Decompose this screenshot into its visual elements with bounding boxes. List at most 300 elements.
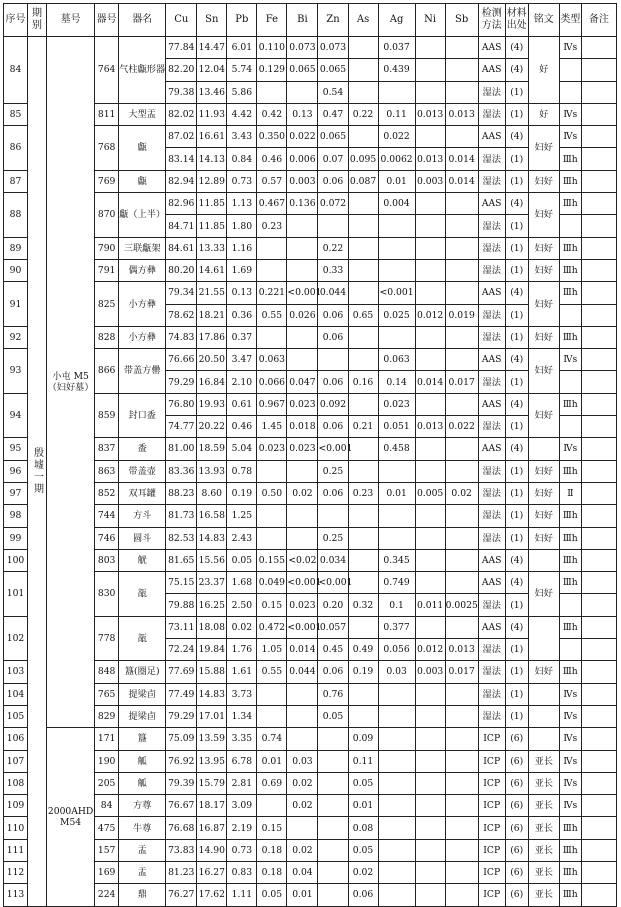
table-cell: 妇好 (528, 505, 559, 527)
table-cell (318, 215, 348, 237)
table-cell: 825 (95, 282, 119, 327)
table-cell: Ⅳs (559, 349, 581, 371)
table-cell (257, 683, 287, 705)
table-cell: (1) (505, 705, 528, 727)
table-cell: 111 (4, 839, 28, 861)
table-cell: 107 (4, 750, 28, 772)
table-cell (287, 683, 318, 705)
table-cell: 14.83 (197, 683, 227, 705)
table-cell: 甗 (119, 126, 166, 171)
table-cell: 2.10 (227, 371, 257, 393)
table-cell: 15.88 (197, 661, 227, 683)
table-body (4, 37, 617, 907)
table-cell: 12.89 (197, 170, 227, 192)
table-cell: 0.06 (318, 326, 348, 348)
header-cell: 检测方法 (478, 4, 505, 37)
table-cell: 0.55 (257, 304, 287, 326)
table-cell: 湿法 (478, 237, 505, 259)
table-cell: (1) (505, 103, 528, 125)
table-cell: 0.78 (227, 460, 257, 482)
table-cell: 16.87 (197, 817, 227, 839)
table-cell: 837 (95, 438, 119, 460)
table-cell: 带盖壶 (119, 460, 166, 482)
table-cell: 113 (4, 884, 28, 906)
header-row (4, 4, 617, 37)
table-cell: Ⅳs (559, 126, 581, 148)
table-cell (445, 817, 478, 839)
table-cell: 1.61 (227, 661, 257, 683)
table-cell (415, 59, 445, 81)
table-cell (415, 215, 445, 237)
table-cell: 75.15 (166, 572, 197, 594)
table-cell: 2.81 (227, 772, 257, 794)
table-cell: 0.06 (318, 304, 348, 326)
table-row (4, 259, 617, 281)
table-cell (318, 505, 348, 527)
table-cell (318, 349, 348, 371)
table-cell (581, 170, 616, 192)
table-cell: Ⅲh (559, 170, 581, 192)
table-cell: <0.001 (287, 282, 318, 304)
table-cell (348, 37, 378, 59)
table-cell: 0.013 (415, 103, 445, 125)
table-cell: 湿法 (478, 482, 505, 504)
table-cell: 0.01 (378, 170, 415, 192)
table-cell (318, 750, 348, 772)
table-cell: 0.03 (287, 750, 318, 772)
table-cell: Ⅳs (559, 438, 581, 460)
table-cell: 75.09 (166, 728, 197, 750)
table-cell: 0.023 (287, 438, 318, 460)
table-cell (581, 817, 616, 839)
table-cell (318, 884, 348, 906)
table-cell: Ⅲh (559, 237, 581, 259)
table-cell: 湿法 (478, 170, 505, 192)
table-cell: 0.05 (348, 772, 378, 794)
table-cell: 17.62 (197, 884, 227, 906)
table-cell (445, 237, 478, 259)
table-cell (318, 795, 348, 817)
table-cell: 0.06 (318, 661, 348, 683)
table-cell: Ⅳs (559, 750, 581, 772)
table-cell: 亚长 (528, 839, 559, 861)
table-cell: 5.86 (227, 81, 257, 103)
table-cell: 妇好 (528, 326, 559, 348)
table-cell: 0.073 (287, 37, 318, 59)
table-cell: 0.044 (318, 282, 348, 304)
table-cell: (6) (505, 839, 528, 861)
table-cell: 0.013 (415, 416, 445, 438)
table-cell: 0.047 (287, 371, 318, 393)
table-cell: ICP (478, 817, 505, 839)
table-cell: 95 (4, 438, 28, 460)
table-cell (348, 572, 378, 594)
table-cell (415, 393, 445, 415)
table-cell: Ⅲh (559, 817, 581, 839)
table-cell: <0.001 (378, 282, 415, 304)
table-cell: 3.73 (227, 683, 257, 705)
table-cell: 小方彝 (119, 326, 166, 348)
header-cell: 器名 (119, 4, 166, 37)
table-cell: Ⅱ (559, 482, 581, 504)
table-cell: 盂 (119, 839, 166, 861)
table-cell: 81.65 (166, 549, 197, 571)
table-cell: 18.21 (197, 304, 227, 326)
table-cell (581, 460, 616, 482)
table-cell (581, 861, 616, 883)
table-cell: 0.012 (415, 304, 445, 326)
table-cell: <0.02 (287, 549, 318, 571)
table-cell (415, 795, 445, 817)
table-cell: AAS (478, 549, 505, 571)
header-cell: 器号 (95, 4, 119, 37)
table-cell: Ⅲh (559, 193, 581, 215)
table-cell: 0.69 (257, 772, 287, 794)
table-cell: 5.74 (227, 59, 257, 81)
table-cell (378, 683, 415, 705)
table-cell: AAS (478, 37, 505, 59)
table-row (4, 482, 617, 504)
table-row (4, 683, 617, 705)
table-cell: 13.59 (197, 728, 227, 750)
table-cell: 76.68 (166, 817, 197, 839)
table-cell: 湿法 (478, 661, 505, 683)
table-cell: 171 (95, 728, 119, 750)
table-cell: 0.21 (348, 416, 378, 438)
table-cell (581, 193, 616, 215)
table-row (4, 126, 617, 148)
table-cell: 848 (95, 661, 119, 683)
table-cell: 0.83 (227, 861, 257, 883)
table-cell: (1) (505, 215, 528, 237)
table-cell: 0.32 (348, 594, 378, 616)
table-cell (348, 549, 378, 571)
table-cell (287, 705, 318, 727)
table-row (4, 549, 617, 571)
table-cell: (6) (505, 884, 528, 906)
table-cell: 0.439 (378, 59, 415, 81)
table-cell: 0.095 (348, 148, 378, 170)
table-cell: (4) (505, 572, 528, 594)
table-cell: 803 (95, 549, 119, 571)
table-cell: (1) (505, 304, 528, 326)
table-row (4, 839, 617, 861)
table-cell: 0.61 (227, 393, 257, 415)
table-cell: 828 (95, 326, 119, 348)
table-cell: 0.02 (287, 772, 318, 794)
table-cell: 妇好 (528, 282, 559, 327)
table-cell: 112 (4, 861, 28, 883)
table-cell: 0.155 (257, 549, 287, 571)
table-cell: 0.377 (378, 616, 415, 638)
table-cell: 76.27 (166, 884, 197, 906)
table-cell: 湿法 (478, 505, 505, 527)
table-cell (445, 549, 478, 571)
table-cell: 1.76 (227, 639, 257, 661)
table-cell: (4) (505, 349, 528, 371)
table-cell (528, 438, 559, 460)
table-cell (445, 527, 478, 549)
table-cell (581, 616, 616, 638)
table-cell: Ⅲh (559, 527, 581, 549)
table-cell: 0.74 (257, 728, 287, 750)
table-cell (415, 705, 445, 727)
table-cell (581, 772, 616, 794)
table-cell: 0.45 (318, 639, 348, 661)
table-cell: 湿法 (478, 416, 505, 438)
table-cell: 73.11 (166, 616, 197, 638)
table-cell: 0.017 (445, 661, 478, 683)
table-cell: 744 (95, 505, 119, 527)
table-cell: (4) (505, 59, 528, 81)
header-cell: 类型 (559, 4, 581, 37)
table-cell: 18.08 (197, 616, 227, 638)
table-cell: 0.13 (227, 282, 257, 304)
table-cell: 92 (4, 326, 28, 348)
table-cell: 0.014 (445, 148, 478, 170)
table-cell: 妇好 (528, 460, 559, 482)
table-cell (287, 215, 318, 237)
table-cell: 109 (4, 795, 28, 817)
table-cell: 妇好 (528, 572, 559, 617)
table-cell: 0.02 (227, 616, 257, 638)
table-cell: 0.08 (348, 817, 378, 839)
table-cell (445, 59, 478, 81)
table-cell: Ⅲh (559, 393, 581, 415)
table-cell: 0.072 (318, 193, 348, 215)
table-cell (581, 705, 616, 727)
table-cell (415, 549, 445, 571)
table-cell (415, 839, 445, 861)
table-cell (415, 460, 445, 482)
table-cell (581, 661, 616, 683)
table-cell (287, 460, 318, 482)
table-cell: 提梁卣 (119, 705, 166, 727)
table-cell (445, 326, 478, 348)
table-cell: 82.53 (166, 527, 197, 549)
table-cell (581, 639, 616, 661)
table-cell: Ⅲh (559, 326, 581, 348)
table-cell (559, 371, 581, 393)
table-cell: 103 (4, 661, 28, 683)
table-cell (445, 259, 478, 281)
table-cell: 19.93 (197, 393, 227, 415)
table-cell: 0.013 (445, 639, 478, 661)
table-cell (287, 817, 318, 839)
table-cell: 72.24 (166, 639, 197, 661)
table-cell: (1) (505, 81, 528, 103)
table-cell (415, 572, 445, 594)
table-cell (318, 861, 348, 883)
table-cell (445, 750, 478, 772)
table-cell: 8.60 (197, 482, 227, 504)
table-row (4, 750, 617, 772)
table-cell: 76.67 (166, 795, 197, 817)
table-cell: 0.46 (227, 416, 257, 438)
table-cell: ICP (478, 750, 505, 772)
table-cell (445, 505, 478, 527)
table-cell: 205 (95, 772, 119, 794)
table-cell: ICP (478, 772, 505, 794)
table-cell: 大型盂 (119, 103, 166, 125)
table-cell (378, 81, 415, 103)
table-cell: 0.073 (318, 37, 348, 59)
table-cell: 湿法 (478, 215, 505, 237)
table-cell (559, 81, 581, 103)
table-cell (415, 772, 445, 794)
table-cell: (4) (505, 37, 528, 59)
table-cell: 0.967 (257, 393, 287, 415)
table-cell: 0.026 (287, 304, 318, 326)
table-cell: 17.86 (197, 326, 227, 348)
table-cell: 湿法 (478, 594, 505, 616)
table-cell: 863 (95, 460, 119, 482)
table-cell (257, 527, 287, 549)
table-cell: 妇好 (528, 193, 559, 238)
table-cell: 85 (4, 103, 28, 125)
table-cell: 19.84 (197, 639, 227, 661)
table-cell: 封口盉 (119, 393, 166, 438)
table-cell: (1) (505, 594, 528, 616)
header-cell: 铭文 (528, 4, 559, 37)
header-cell: 期别 (28, 4, 47, 37)
table-cell: 3.47 (227, 349, 257, 371)
header-cell: Cu (166, 4, 197, 37)
table-cell (348, 282, 378, 304)
table-cell (415, 349, 445, 371)
table-cell (581, 482, 616, 504)
table-cell: (1) (505, 661, 528, 683)
table-cell (581, 750, 616, 772)
table-cell (415, 282, 445, 304)
table-cell: 2.50 (227, 594, 257, 616)
table-cell: 圆斗 (119, 527, 166, 549)
table-cell: 102 (4, 616, 28, 661)
table-cell: 13.33 (197, 237, 227, 259)
table-cell: 湿法 (478, 371, 505, 393)
table-cell (445, 438, 478, 460)
table-cell (415, 683, 445, 705)
table-cell: Ⅳs (559, 683, 581, 705)
table-cell: 妇好 (528, 482, 559, 504)
table-cell (581, 683, 616, 705)
table-cell: 0.022 (445, 416, 478, 438)
table-cell: 0.005 (415, 482, 445, 504)
table-cell: 13.95 (197, 750, 227, 772)
table-cell: 190 (95, 750, 119, 772)
table-cell (528, 616, 559, 661)
table-cell (445, 839, 478, 861)
table-cell: (1) (505, 326, 528, 348)
table-cell: 湿法 (478, 259, 505, 281)
table-cell: 亚长 (528, 795, 559, 817)
table-cell (257, 795, 287, 817)
table-row (4, 326, 617, 348)
table-cell: 1.34 (227, 705, 257, 727)
table-cell: 0.065 (287, 59, 318, 81)
table-row (4, 884, 617, 906)
header-cell: Ni (415, 4, 445, 37)
table-cell: 74.83 (166, 326, 197, 348)
table-cell: (4) (505, 126, 528, 148)
table-cell: 81.23 (166, 861, 197, 883)
table-cell: 14.47 (197, 37, 227, 59)
table-cell: 1.69 (227, 259, 257, 281)
table-cell: 11.85 (197, 193, 227, 215)
table-cell (581, 839, 616, 861)
table-cell: AAS (478, 282, 505, 304)
table-cell (378, 326, 415, 348)
table-cell: 牛尊 (119, 817, 166, 839)
table-cell: 0.13 (287, 103, 318, 125)
table-cell: 0.49 (348, 639, 378, 661)
table-cell (581, 371, 616, 393)
table-cell: 0.049 (257, 572, 287, 594)
table-cell: 0.037 (378, 37, 415, 59)
header-cell: Sn (197, 4, 227, 37)
table-cell: 0.47 (318, 103, 348, 125)
table-cell (581, 59, 616, 81)
table-cell: 100 (4, 549, 28, 571)
table-cell: 0.012 (415, 639, 445, 661)
table-cell: 簋(圈足) (119, 661, 166, 683)
table-cell: 0.05 (227, 549, 257, 571)
table-cell: 76.80 (166, 393, 197, 415)
table-cell (287, 237, 318, 259)
table-cell (378, 839, 415, 861)
table-cell: 77.69 (166, 661, 197, 683)
table-cell: 小屯 M5（妇好墓） (47, 37, 95, 728)
table-cell (559, 416, 581, 438)
table-cell: 6.01 (227, 37, 257, 59)
table-cell (581, 81, 616, 103)
table-cell: 0.0025 (445, 594, 478, 616)
table-cell: 16.58 (197, 505, 227, 527)
table-cell (559, 59, 581, 81)
table-cell (378, 215, 415, 237)
table-cell: 双耳罐 (119, 482, 166, 504)
table-cell: 20.50 (197, 349, 227, 371)
composition-table (3, 3, 617, 907)
table-cell: 亚长 (528, 750, 559, 772)
table-cell: 湿法 (478, 705, 505, 727)
table-cell: 0.022 (287, 126, 318, 148)
table-cell: 2.19 (227, 817, 257, 839)
table-cell (378, 237, 415, 259)
table-cell (445, 772, 478, 794)
table-cell: 亚长 (528, 772, 559, 794)
table-cell: 0.023 (287, 393, 318, 415)
table-cell (581, 326, 616, 348)
table-cell (318, 817, 348, 839)
table-cell (415, 326, 445, 348)
table-row (4, 505, 617, 527)
table-cell: 0.18 (257, 861, 287, 883)
table-cell: (1) (505, 639, 528, 661)
table-cell (559, 594, 581, 616)
table-cell: 84.61 (166, 237, 197, 259)
table-cell: 78.62 (166, 304, 197, 326)
table-cell: 101 (4, 572, 28, 617)
table-cell: 81.00 (166, 438, 197, 460)
table-cell: 80.20 (166, 259, 197, 281)
table-cell: (6) (505, 728, 528, 750)
table-cell: 0.57 (257, 170, 287, 192)
header-cell: Bi (287, 4, 318, 37)
header-cell: 墓号 (47, 4, 95, 37)
table-cell: 气柱甗形器 (119, 37, 166, 104)
table-cell: (1) (505, 416, 528, 438)
